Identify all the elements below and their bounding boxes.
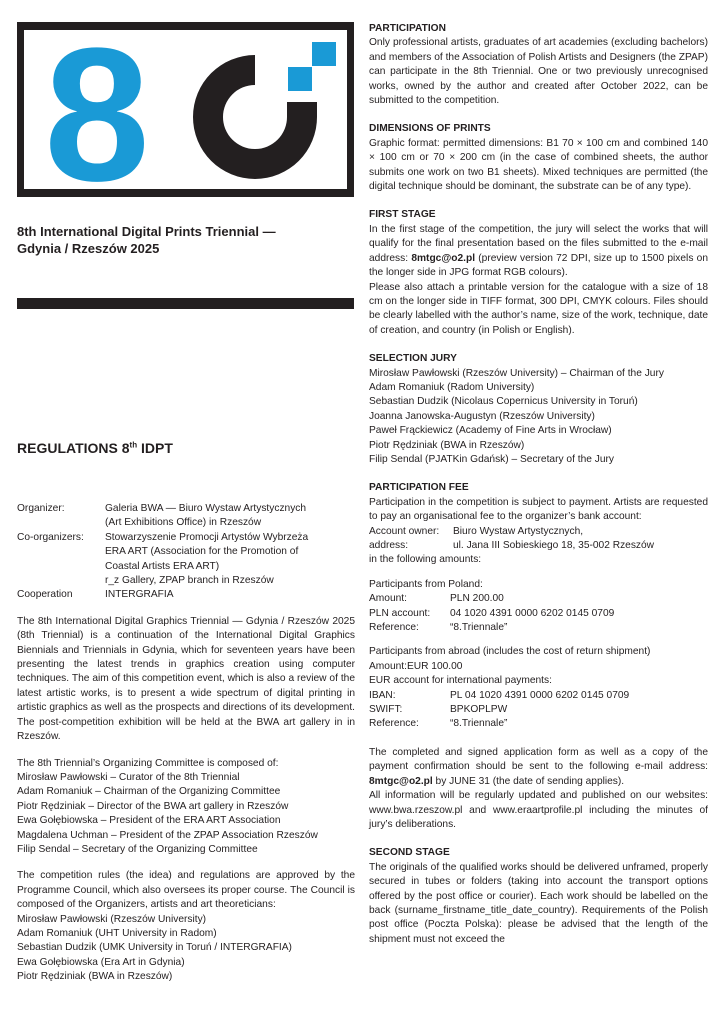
account-value: ul. Jana III Sobieskiego 18, 35-002 Rzeszów [453, 540, 655, 551]
account-label: address: [369, 540, 409, 551]
logo-numeral: 8 [44, 22, 150, 197]
account-row [369, 539, 708, 553]
application-form-text [369, 746, 708, 789]
dimensions-text: Graphic format: permitted dimensions: B1 70 × 100 cm and combined 140 × 100 cm or 70 × 200 cm (in the case of combined sheets, the author submits one work on two B1 sheets). Mixed techniques are permitted (the digital technique should be dominant, the substrate can be of any type). [369, 137, 708, 193]
participation-heading: PARTICIPATION [369, 23, 446, 34]
committee-member: Mirosław Pawłowski – Curator of the 8th Triennial [17, 771, 240, 783]
council-member: Piotr Rędziniak (BWA in Rzeszów) [17, 971, 173, 983]
coorganizer-line: r_z Gallery, ZPAP branch in Rzeszów [105, 575, 274, 587]
abroad-row [369, 703, 708, 717]
regulations-sup: th [129, 440, 138, 450]
fee-heading: PARTICIPATION FEE [369, 482, 469, 494]
payment-value: PLN 200.00 [450, 593, 504, 605]
amounts-intro: in the following amounts: [369, 554, 482, 566]
jury-member: Mirosław Pawłowski (Rzeszów University) – Chairman of the Jury [369, 367, 664, 379]
jury-member: Piotr Rędziniak (BWA in Rzeszów) [369, 439, 525, 451]
committee-member: Piotr Rędziniak – Director of the BWA art gallery in Rzeszów [17, 800, 289, 812]
council-intro: The competition rules (the idea) and regulations are approved by the Programme Council, which also oversees its proper course. The Council is composed of the Organizers, artists and art theoreticians: [17, 870, 355, 911]
left-column [17, 502, 355, 985]
first-stage-heading: FIRST STAGE [369, 209, 436, 221]
payment-label: SWIFT: [369, 704, 403, 716]
jury-member: Paweł Frąckiewicz (Academy of Fine Arts in Wrocław) [369, 425, 612, 437]
coorganizer-row [17, 531, 355, 589]
payment-value: “8.Triennale” [450, 622, 508, 634]
committee-member: Adam Romaniuk – Chairman of the Organizing Committee [17, 786, 281, 798]
cooperation-row [17, 588, 355, 602]
council-member: Adam Romaniuk (UHT University in Radom) [17, 927, 217, 939]
committee-member: Ewa Gołębiowska – President of the ERA ART Association [17, 815, 281, 827]
first-stage-text [369, 223, 708, 281]
poland-row [369, 592, 708, 606]
payment-label: Reference: [369, 622, 419, 634]
jury-member: Adam Romaniuk (Radom University) [369, 381, 535, 393]
coorganizer-line: Stowarzyszenie Promocji Artystów Wybrzeża [105, 531, 309, 543]
first-stage-text-part: In the first stage of the competition, the jury will select the works that will qualify for the final presentation based on the files submitted to the e-mail address: [369, 223, 708, 264]
jury-member: Filip Sendal (PJATKin Gdańsk) – Secretary of the Jury [369, 453, 614, 465]
account-label: Account owner: [369, 525, 440, 537]
account-row [369, 525, 708, 539]
page-title [17, 223, 347, 257]
committee-intro: The 8th Triennial’s Organizing Committee is composed of: [17, 757, 279, 769]
abroad-row [369, 717, 708, 731]
intro-paragraph: The 8th International Digital Graphics Triennial — Gdynia / Rzeszów 2025 (8th Triennial) is a continuation of the International Digital Graphics Biennials and Triennials in Gdynia, which for seventeen years have been presenting the latest trends in graphics creation using computer techniques. The aim of this competition event, which is also a review of the latest artistic works, is to present a wide spectrum of digital printing in artistic graphics as well as the prospects and directions of its development. The post-competition exhibition will be held at the BWA art gallery in in Rzeszów. [17, 615, 355, 743]
second-stage-heading: SECOND STAGE [369, 847, 450, 859]
organizer-line: (Art Exhibitions Office) in Rzeszów [105, 517, 262, 529]
first-stage-text-2: Please also attach a printable version for the catalogue with a size of 18 cm on the longer side in TIFF format, 300 DPI, CMYK colours. Files should be clearly labelled with the author’s name, size of the work, technique, date of creation, and country (in Polish or English). [369, 281, 708, 336]
payment-value: “8.Triennale” [450, 718, 508, 730]
poland-row [369, 621, 708, 635]
abroad-row [369, 689, 708, 703]
payment-value: PL 04 1020 4391 0000 6202 0145 0709 [450, 689, 630, 701]
title-line: Gdynia / Rzeszów 2025 [17, 241, 160, 256]
payment-value: 04 1020 4391 0000 6202 0145 0709 [450, 607, 615, 619]
submission-email: 8mtgc@o2.pl [411, 252, 476, 264]
regulations-heading [17, 440, 173, 456]
application-email: 8mtgc@o2.pl [369, 775, 433, 787]
account-value: Biuro Wystaw Artystycznych, [453, 525, 584, 537]
council-member: Sebastian Dudzik (UMK University in Toruń / INTERGRAFIA) [17, 942, 292, 954]
committee-member: Filip Sendal – Secretary of the Organizing Committee [17, 843, 258, 855]
form-text-part: The completed and signed application form as well as a copy of the payment confirmation should be sent to the following e-mail address: [369, 746, 708, 773]
participation-text: Only professional artists, graduates of art academies (excluding bachelors) and members of the Association of Polish Artists and Designers (the ZPAP) can participate in the 8th Triennial. One or two previously unrecognised works, owned by the author and created after October 2022, can be submitted to the competition. [369, 37, 708, 107]
poland-heading: Participants from Poland: [369, 578, 483, 590]
committee-member: Magdalena Uchman – President of the ZPAP Association Rzeszów [17, 829, 318, 841]
first-stage-text-part: (preview version 72 DPI, size up to 1500 pixels on the longer side in JPG format RGB colours). [369, 252, 708, 279]
divider-bar [17, 298, 354, 309]
coorganizer-line: Coastal Artists ERA ART) [105, 560, 220, 572]
info-text: All information will be regularly updated and published on our websites: www.bwa.rzeszow.pl and www.eraartprofile.pl including the minutes of jury’s deliberations. [369, 790, 708, 830]
poland-row [369, 607, 708, 621]
organizer-label: Organizer: [17, 503, 65, 514]
right-column [369, 22, 708, 947]
jury-heading: SELECTION JURY [369, 353, 457, 365]
title-line: 8th International Digital Prints Triennial — [17, 224, 276, 239]
coorganizer-line: ERA ART (Association for the Promotion of [105, 546, 299, 558]
jury-member: Sebastian Dudzik (Nicolaus Copernicus University in Toruń) [369, 396, 638, 408]
organizer-line: Galeria BWA — Biuro Wystaw Artystycznych [105, 503, 307, 514]
second-stage-text: The originals of the qualified works should be delivered unframed, properly secured in tubes or folders (taking into account the transport options offered by the post office or courier). Each work should be labelled on the back (surname_firstname_title_date_country). Requirements of the Polish post office (Poczta Polska): please be advised that the length of the shipment must not exceed the [369, 861, 708, 945]
organizer-row [17, 502, 355, 531]
coorganizer-label: Co-organizers: [17, 531, 84, 543]
payment-label: PLN account: [369, 607, 431, 619]
cooperation-value: INTERGRAFIA [105, 589, 174, 601]
triennial-logo [17, 22, 354, 197]
council-member: Mirosław Pawłowski (Rzeszów University) [17, 913, 207, 925]
payment-label: Reference: [369, 718, 419, 730]
payment-value: BPKOPLPW [450, 704, 508, 716]
coorganizer-value [105, 531, 308, 589]
organizers-list [17, 502, 355, 603]
dimensions-heading: DIMENSIONS OF PRINTS [369, 123, 491, 135]
abroad-heading: Participants from abroad (includes the cost of return shipment) [369, 646, 651, 658]
cooperation-label: Cooperation [17, 589, 73, 601]
regulations-suffix: IDPT [137, 440, 173, 456]
organizer-value [105, 502, 306, 531]
abroad-amount: Amount:EUR 100.00 [369, 660, 463, 672]
payment-label: Amount: [369, 593, 407, 605]
form-text-part: by JUNE 31 (the date of sending applies). [432, 775, 625, 787]
abroad-account-heading: EUR account for international payments: [369, 675, 552, 687]
fee-text: Participation in the competition is subject to payment. Artists are requested to pay an organisational fee to the organizer’s bank account: [369, 496, 708, 523]
council-member: Ewa Gołębiowska (Era Art in Gdynia) [17, 956, 185, 968]
payment-label: IBAN: [369, 689, 396, 701]
jury-member: Joanna Janowska-Augustyn (Rzeszów University) [369, 410, 595, 422]
regulations-text: REGULATIONS 8 [17, 440, 130, 456]
